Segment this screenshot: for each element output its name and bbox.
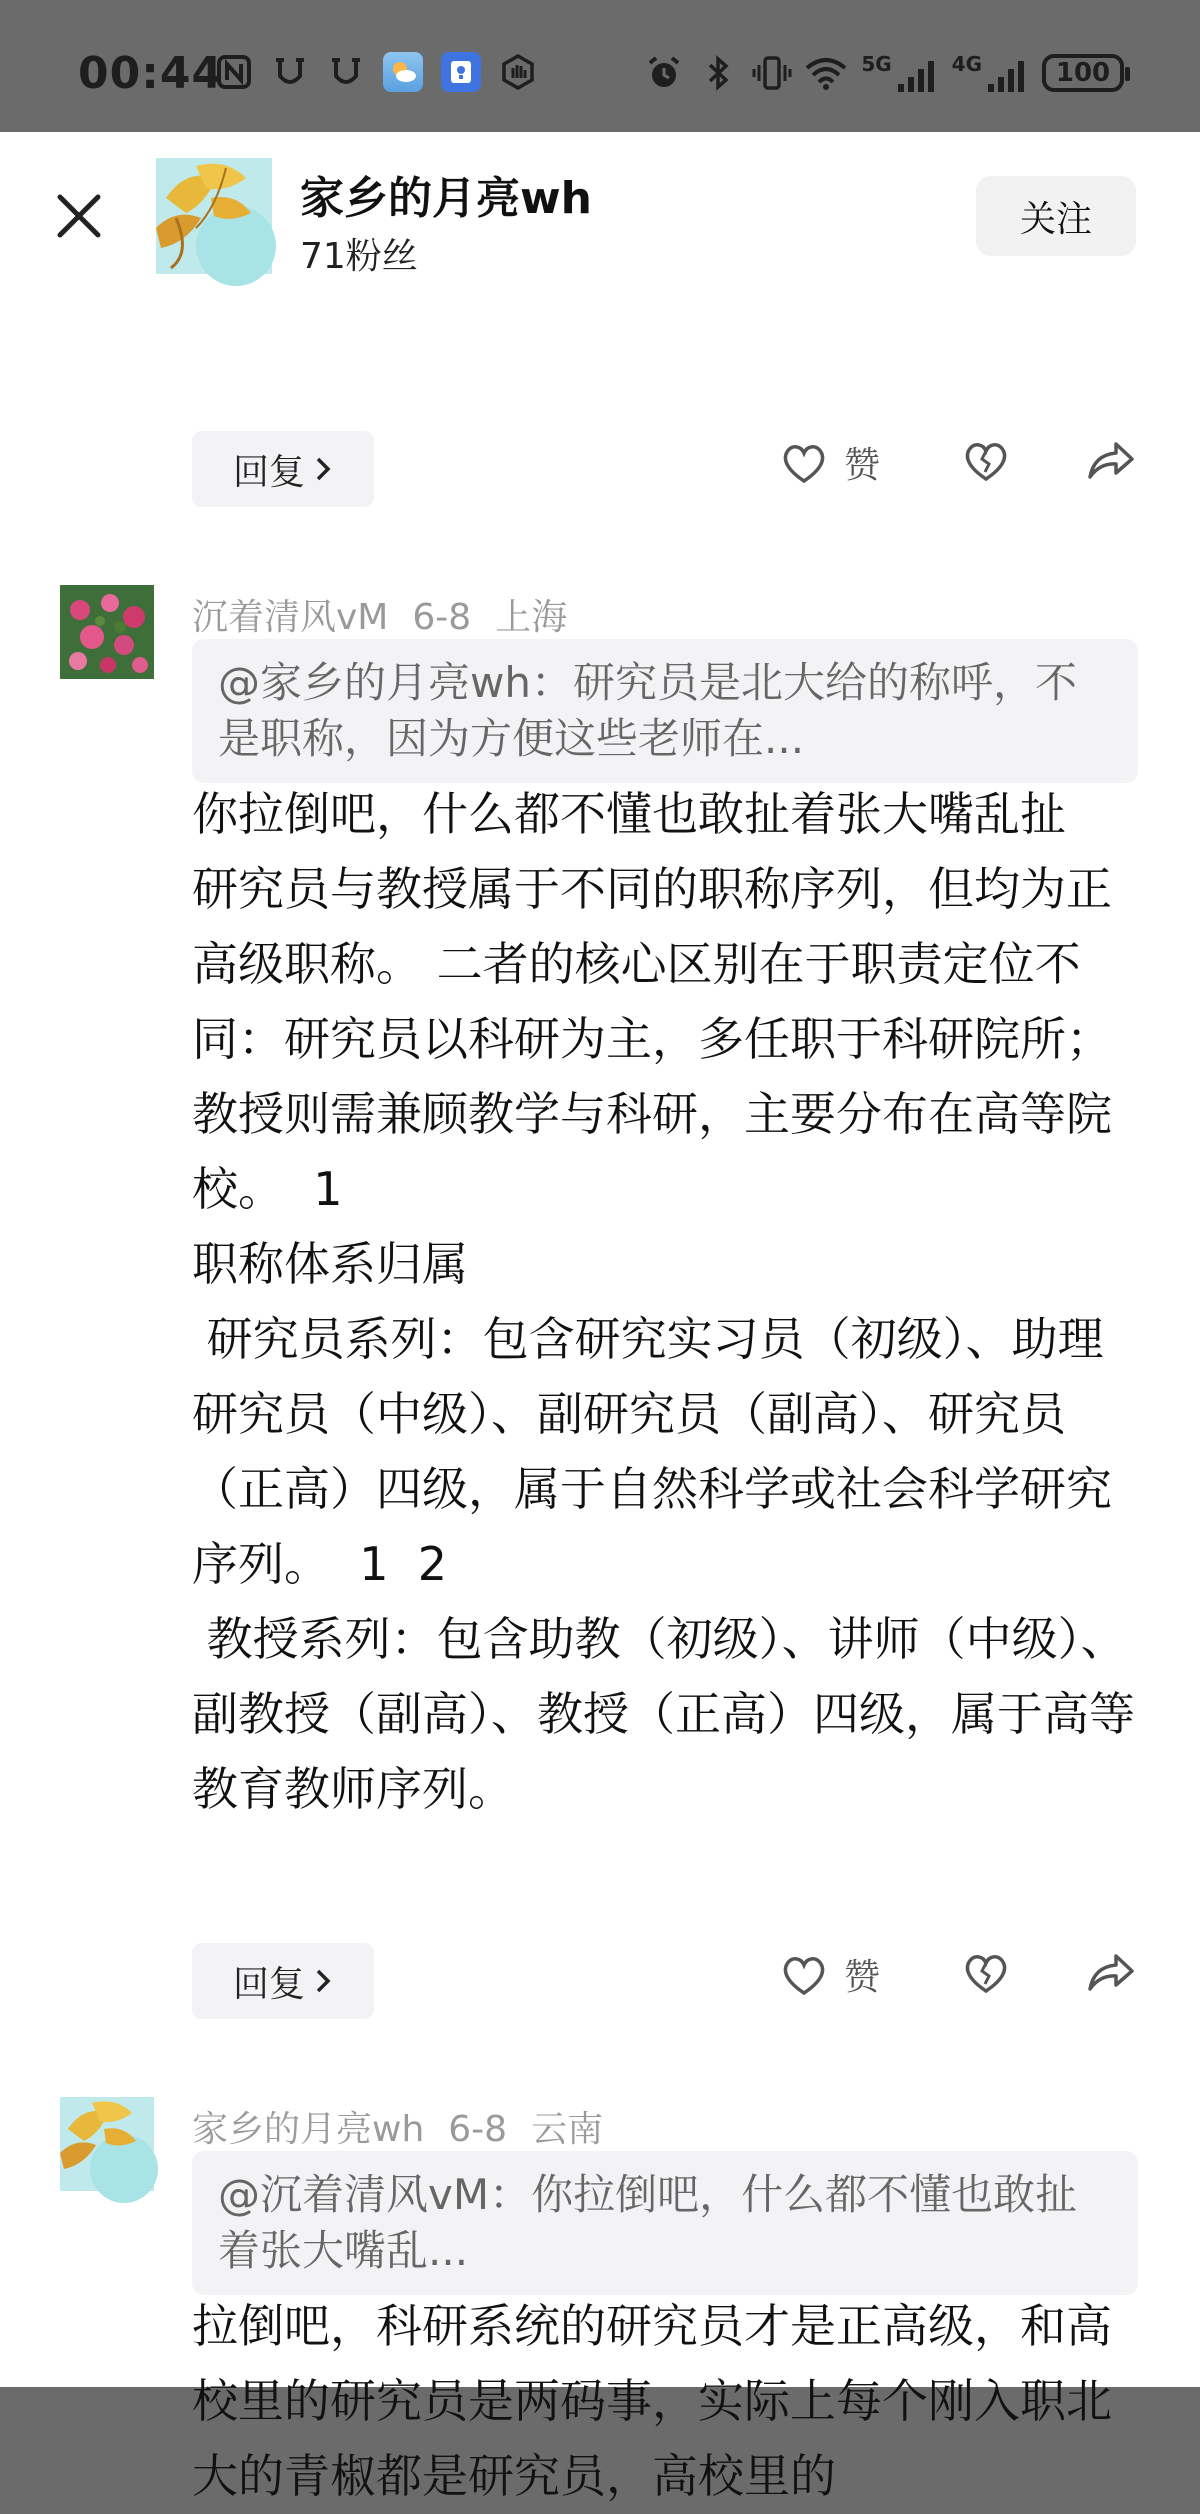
signal-bars-icon bbox=[896, 58, 936, 94]
dislike-button[interactable] bbox=[962, 439, 1010, 487]
network-5g-label: 5G bbox=[861, 52, 892, 76]
comment-location: 云南 bbox=[531, 2109, 604, 2150]
header-fans-count: 71粉丝 bbox=[300, 236, 418, 277]
hand-gesture-icon bbox=[499, 53, 537, 91]
network-4g-label: 4G bbox=[951, 52, 982, 76]
alarm-mute-icon-2 bbox=[327, 53, 365, 91]
battery-level: 100 bbox=[1055, 58, 1111, 88]
like-button[interactable] bbox=[780, 1949, 880, 2000]
status-bar bbox=[0, 0, 1200, 132]
comment-date: 6-8 bbox=[448, 2109, 508, 2150]
wifi-icon bbox=[807, 54, 845, 92]
share-button[interactable] bbox=[1086, 439, 1136, 487]
quoted-reply[interactable]: @沉着清风vM：你拉倒吧，什么都不懂也敢扯着张大嘴乱... bbox=[192, 2151, 1138, 2295]
signal-4g bbox=[952, 52, 1026, 94]
heart-icon bbox=[780, 1953, 828, 1997]
nfc-icon bbox=[215, 53, 253, 91]
header-avatar[interactable] bbox=[156, 158, 272, 274]
reply-label: 回复 bbox=[232, 1963, 305, 2005]
header-username[interactable]: 家乡的月亮wh bbox=[300, 173, 592, 224]
comment-meta bbox=[192, 2101, 627, 2152]
status-system-icons bbox=[645, 52, 1124, 94]
status-notification-icons bbox=[215, 52, 537, 92]
avatar-ginkgo-image bbox=[60, 2097, 154, 2191]
action-row-previous bbox=[0, 431, 1200, 511]
comment-avatar[interactable] bbox=[60, 585, 154, 679]
comment-location: 上海 bbox=[495, 597, 568, 638]
like-label: 赞 bbox=[844, 1957, 881, 1998]
avatar-ginkgo-image bbox=[156, 158, 272, 274]
like-button[interactable] bbox=[780, 437, 880, 488]
vibrate-icon bbox=[753, 54, 791, 92]
heart-icon bbox=[780, 441, 828, 485]
bluetooth-icon bbox=[699, 54, 737, 92]
like-label: 赞 bbox=[844, 445, 881, 486]
chevron-right-icon bbox=[313, 1967, 333, 1995]
comment-avatar[interactable] bbox=[60, 2097, 154, 2191]
signal-5g bbox=[861, 52, 935, 94]
comment-date: 6-8 bbox=[412, 597, 472, 638]
status-time: 00:44 bbox=[78, 48, 224, 99]
comment-body: 拉倒吧，科研系统的研究员才是正高级，和高校里的研究员是两码事，实际上每个刚入职北大的青椒都是研究员，高校里的 bbox=[192, 2299, 1112, 2503]
broken-heart-icon bbox=[962, 439, 1010, 483]
comment-meta bbox=[192, 589, 591, 640]
alarm-icon bbox=[645, 54, 683, 92]
comment-sheet bbox=[0, 132, 1200, 2503]
avatar-flowers-image bbox=[60, 585, 154, 679]
share-button[interactable] bbox=[1086, 1951, 1136, 1999]
action-row-comment-1 bbox=[0, 1943, 1200, 2023]
chevron-right-icon bbox=[313, 455, 333, 483]
comment-author[interactable]: 家乡的月亮wh bbox=[192, 2109, 425, 2150]
reply-button[interactable] bbox=[192, 1943, 374, 2019]
weather-app-icon bbox=[383, 52, 423, 92]
share-icon bbox=[1086, 439, 1136, 483]
close-button[interactable] bbox=[50, 187, 108, 245]
reply-button[interactable] bbox=[192, 431, 374, 507]
alarm-mute-icon bbox=[271, 53, 309, 91]
signal-bars-icon-2 bbox=[986, 58, 1026, 94]
quoted-reply[interactable]: @家乡的月亮wh：研究员是北大给的称呼，不是职称，因为方便这些老师在... bbox=[192, 639, 1138, 783]
share-icon bbox=[1086, 1951, 1136, 1995]
comment-body: 你拉倒吧，什么都不懂也敢扯着张大嘴乱扯 研究员与教授属于不同的职称序列，但均为正高级职称。 二者的核心区别在于职责定位不同：研究员以科研为主，多任职于科研院所；教授则需兼顾教学与科研，主要分布在高等院校。 1 职称体系归属 研究员系列：包含研究实习员（初级）、助理研究员（中级）、副研究员（副高）、研究员（正高）四级，属于自然科学或社会科学研究序列。 1 2 教授系列：包含助教（初级）、讲师（中级）、副教授（副高）、教授（正高）四级，属于高等教育教师序列。 bbox=[192, 787, 1135, 1816]
broken-heart-icon bbox=[962, 1951, 1010, 1995]
reply-label: 回复 bbox=[232, 451, 305, 493]
dislike-button[interactable] bbox=[962, 1951, 1010, 1999]
sheet-header bbox=[0, 132, 1200, 297]
close-icon bbox=[50, 187, 108, 245]
comment-author[interactable]: 沉着清风vM bbox=[192, 597, 389, 638]
tips-app-icon bbox=[441, 52, 481, 92]
battery-icon bbox=[1042, 54, 1124, 92]
follow-button[interactable]: 关注 bbox=[976, 176, 1136, 256]
